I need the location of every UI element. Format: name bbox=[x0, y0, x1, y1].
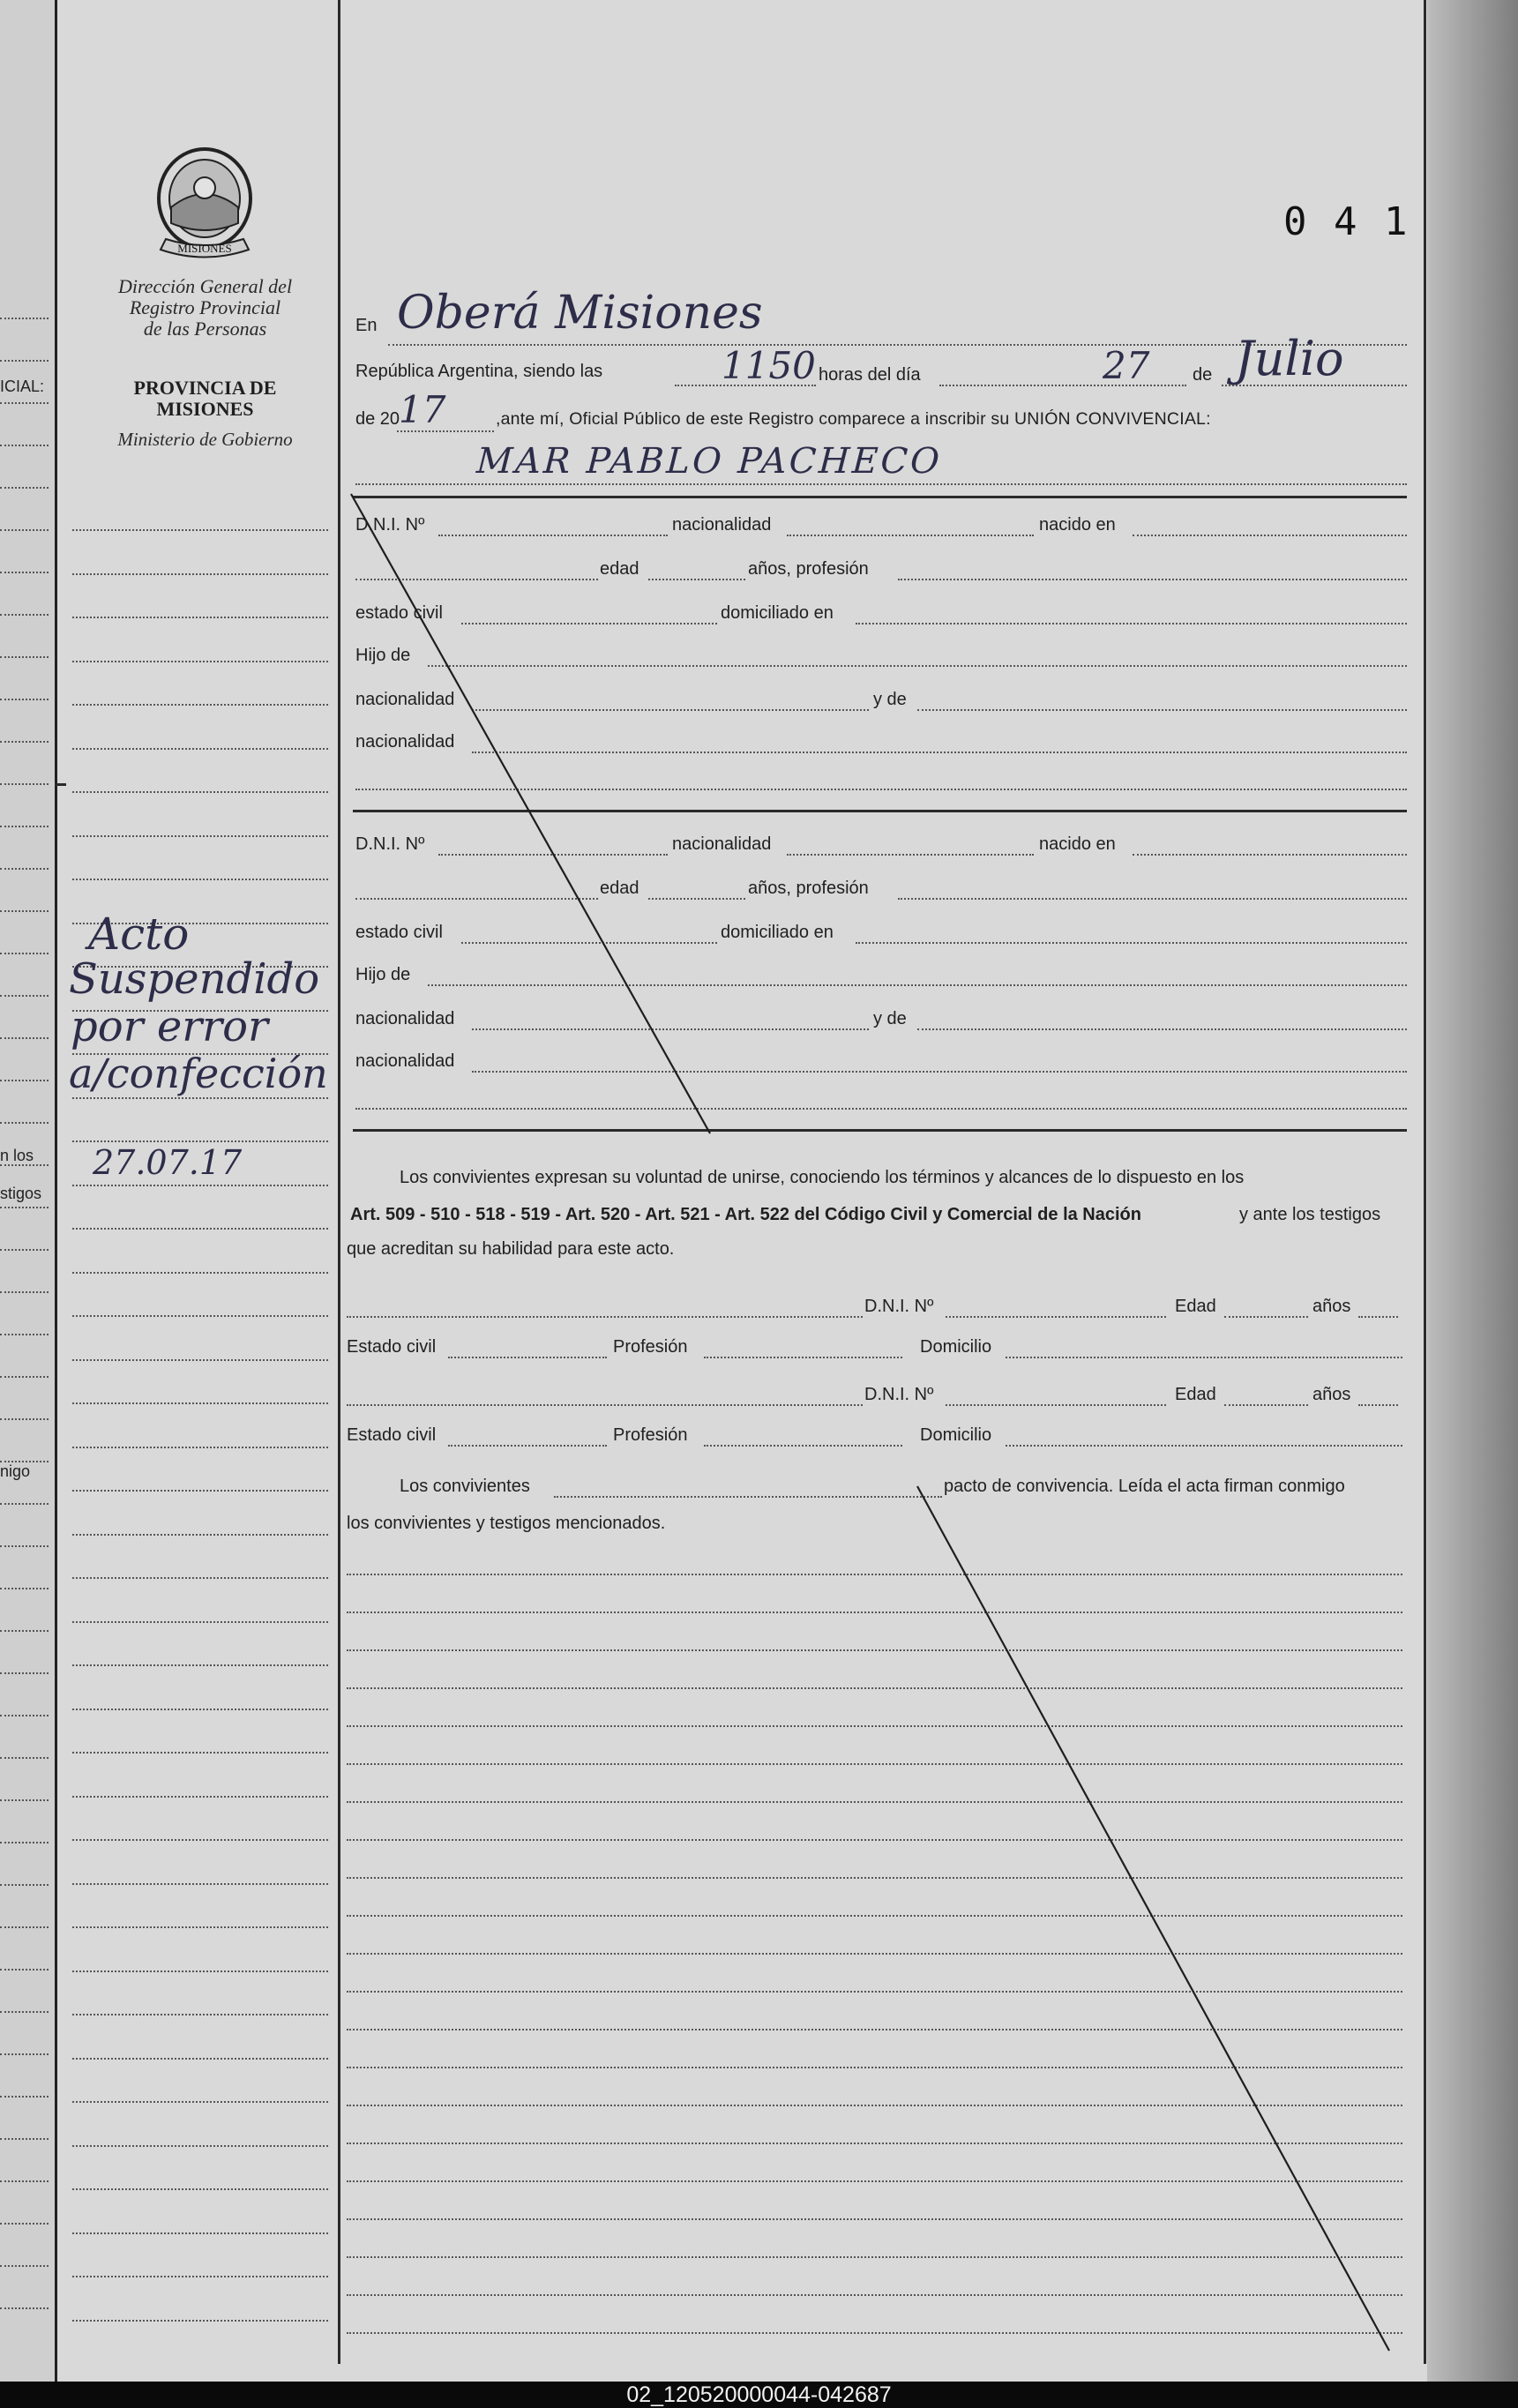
person-2-nacido-en-label: nacido en bbox=[1039, 834, 1116, 854]
person-1-nacionalidad-label: nacionalidad bbox=[672, 515, 772, 535]
witness-2-profesion-label: Profesión bbox=[613, 1425, 688, 1445]
person-2-nacionalidad-padre-label: nacionalidad bbox=[355, 1009, 455, 1028]
person-1-nacionalidad-padre-label: nacionalidad bbox=[355, 690, 455, 709]
page-number: 0 4 1 bbox=[1283, 199, 1410, 244]
person-2-nacionalidad-madre-label: nacionalidad bbox=[355, 1051, 455, 1071]
republica-text: República Argentina, siendo las bbox=[355, 362, 603, 381]
witness-2-domicilio-label: Domicilio bbox=[920, 1425, 992, 1445]
person-2-edad-label: edad bbox=[600, 879, 639, 898]
person-1-nacionalidad-madre-label: nacionalidad bbox=[355, 732, 455, 752]
person-1-hijo-de-label: Hijo de bbox=[355, 646, 411, 665]
closing-testigos: los convivientes y testigos mencionados. bbox=[347, 1514, 666, 1533]
province-line-1: PROVINCIA DE bbox=[133, 377, 277, 399]
person-2-estado-civil-label: estado civil bbox=[355, 923, 443, 942]
person-handwritten: MAR PABLO PACHECO bbox=[471, 441, 947, 482]
person-1-domiciliado-en-label: domiciliado en bbox=[721, 603, 834, 623]
prev-fragment-stigos: stigos bbox=[0, 1185, 42, 1202]
person-1-nacido-en-label: nacido en bbox=[1039, 515, 1116, 535]
de-text: de bbox=[1193, 365, 1213, 385]
svg-text:MISIONES: MISIONES bbox=[177, 242, 232, 255]
person-1-dni-label: D.N.I. Nº bbox=[355, 515, 425, 535]
witness-2-dni-label: D.N.I. Nº bbox=[864, 1385, 934, 1404]
person-2-domiciliado-en-label: domiciliado en bbox=[721, 923, 834, 942]
witness-1-profesion-label: Profesión bbox=[613, 1337, 688, 1357]
margin-date: 27.07.17 bbox=[93, 1143, 243, 1182]
document-id-footer: 02_120520000044-042687 bbox=[0, 2382, 1518, 2408]
witness-1-anos-label: años bbox=[1312, 1297, 1351, 1316]
institution-line-3: de las Personas bbox=[143, 318, 267, 340]
person-1-edad-label: edad bbox=[600, 559, 639, 579]
province-line-2: MISIONES bbox=[156, 398, 254, 420]
margin-note-line-3: por error bbox=[71, 1002, 268, 1051]
horas-text: horas del día bbox=[819, 365, 921, 385]
prev-fragment-nigo: nigo bbox=[0, 1462, 31, 1480]
witness-2-estado-civil-label: Estado civil bbox=[347, 1425, 437, 1445]
margin-note-line-4: a/confección bbox=[69, 1050, 328, 1097]
lower-cancel-stroke bbox=[917, 1486, 1389, 2351]
convivientes-acreditan: que acreditan su habilidad para este acto. bbox=[347, 1239, 675, 1259]
convivientes-articles-tail: y ante los testigos bbox=[1239, 1205, 1381, 1224]
person-2-hijo-de-label: Hijo de bbox=[355, 965, 411, 984]
witness-2-anos-label: años bbox=[1312, 1385, 1351, 1404]
person-1-anos-profesion-label: años, profesión bbox=[748, 559, 869, 579]
ministry-name: Ministerio de Gobierno bbox=[117, 429, 293, 450]
person-2-dni-label: D.N.I. Nº bbox=[355, 834, 425, 854]
witness-1-estado-civil-label: Estado civil bbox=[347, 1337, 437, 1357]
de-20-text: de 20 bbox=[355, 409, 400, 429]
closing-los-convivientes: Los convivientes bbox=[400, 1477, 530, 1496]
prev-fragment-icial: ICIAL: bbox=[0, 378, 45, 395]
institution-line-1: Dirección General del bbox=[117, 275, 293, 297]
person-1-y-de-label: y de bbox=[873, 690, 907, 709]
witness-1-edad-label: Edad bbox=[1175, 1297, 1216, 1316]
witness-2-edad-label: Edad bbox=[1175, 1385, 1216, 1404]
place-handwritten: Oberá Misiones bbox=[397, 287, 763, 340]
person-2-nacionalidad-label: nacionalidad bbox=[672, 834, 772, 854]
margin-note-line-1: Acto bbox=[88, 909, 190, 960]
convivientes-articles: Art. 509 - 510 - 518 - 519 - Art. 520 - Art. 521 - Art. 522 del Código Civil y Comercial de la Nación bbox=[350, 1205, 1141, 1224]
prev-fragment-n-los: n los bbox=[0, 1147, 34, 1164]
hour-handwritten: 1150 bbox=[722, 344, 816, 387]
person-1-estado-civil-label: estado civil bbox=[355, 603, 443, 623]
margin-note-line-2: Suspendido bbox=[69, 954, 320, 1004]
year-handwritten: 17 bbox=[399, 388, 446, 431]
day-handwritten: 27 bbox=[1103, 344, 1150, 387]
ante-mi-text: ,ante mí, Oficial Público de este Registro comparece a inscribir su UNIÓN CONVIVENCIAL: bbox=[496, 409, 1211, 429]
witness-1-dni-label: D.N.I. Nº bbox=[864, 1297, 934, 1316]
institution-line-2: Registro Provincial bbox=[129, 296, 281, 318]
witness-1-domicilio-label: Domicilio bbox=[920, 1337, 992, 1357]
en-label: En bbox=[355, 316, 378, 335]
month-handwritten: Julio bbox=[1235, 331, 1344, 386]
closing-pacto: pacto de convivencia. Leída el acta firman conmigo bbox=[944, 1477, 1345, 1496]
convivientes-intro: Los convivientes expresan su voluntad de unirse, conociendo los términos y alcances de lo dispuesto en los bbox=[400, 1168, 1245, 1187]
upper-cancel-stroke bbox=[351, 494, 710, 1133]
person-2-anos-profesion-label: años, profesión bbox=[748, 879, 869, 898]
person-2-y-de-label: y de bbox=[873, 1009, 907, 1028]
